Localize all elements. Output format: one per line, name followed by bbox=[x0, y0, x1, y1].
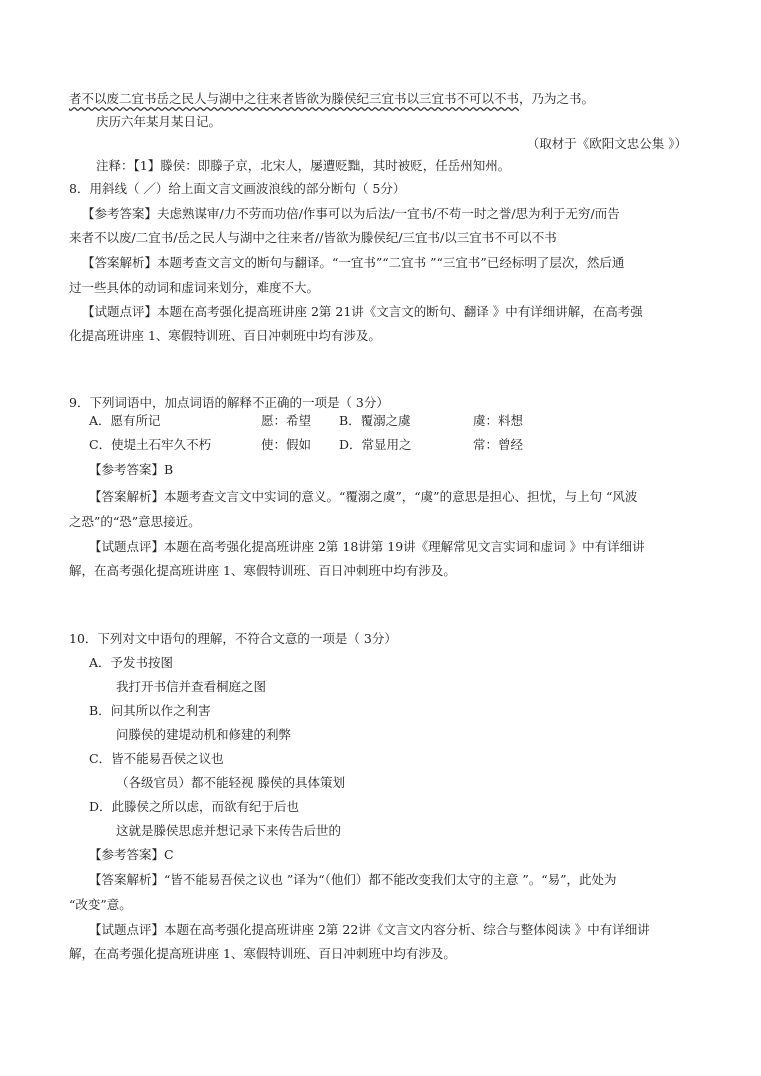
q10-option-c-explain: （各级官员）都不能轻视 滕侯的具体策划 bbox=[116, 775, 345, 790]
passage-last-line bbox=[69, 90, 594, 108]
q9-comment-line1: 【试题点评】本题在高考强化提高班讲座 2第 18讲第 19讲《理解常见文言实词和虚词 》中有详细讲 bbox=[89, 539, 645, 554]
passage-date: 庆历六年某月某日记。 bbox=[96, 114, 222, 129]
q10-option-b-explain: 问滕侯的建堤动机和修建的利弊 bbox=[116, 727, 292, 742]
q9-analysis-line1: 【答案解析】本题考查文言文中实词的意义。“覆溺之虞”，“虞”的意思是担心、担忧，与上句 “风波 bbox=[89, 489, 638, 504]
q8-comment-line2: 化提高班讲座 1、寒假特训班、百日冲刺班中均有涉及。 bbox=[69, 328, 381, 343]
q9-answer: 【参考答案】B bbox=[89, 462, 174, 477]
q10-option-a: A．予发书按图 bbox=[89, 655, 174, 670]
q10-analysis-line2: “改变”意。 bbox=[69, 897, 132, 912]
footnote: 注释：【1】滕侯：即滕子京，北宋人，屡遭贬黜，其时被贬，任岳州知州。 bbox=[96, 158, 511, 173]
wavy-underlined-text: 者不以废二宜书岳之民人与湖中之往来者皆欲为滕侯纪三宜书以三宜书不可以不书 bbox=[69, 91, 520, 106]
q8-stem: 8．用斜线（ ／）给上面文言文画波浪线的部分断句（ 5分） bbox=[69, 181, 406, 196]
q10-comment-line2: 解，在高考强化提高班讲座 1、寒假特训班、百日冲刺班中均有涉及。 bbox=[69, 946, 456, 961]
passage-line-end: ，乃为之书。 bbox=[519, 91, 595, 106]
q9-option-d: D．常显用之 bbox=[339, 437, 412, 452]
q9-comment-line2: 解，在高考强化提高班讲座 1、寒假特训班、百日冲刺班中均有涉及。 bbox=[69, 563, 456, 578]
q10-option-a-explain: 我打开书信并查看桐庭之图 bbox=[116, 679, 267, 694]
q9-option-row-1 bbox=[89, 412, 523, 430]
q8-answer-line2: 来者不以废/二宜书/岳之民人与湖中之往来者//皆欲为滕侯纪/三宜书/以三宜书不可以不书 bbox=[69, 230, 557, 245]
q9-analysis-line2: 之恐”的“恐”意思接近。 bbox=[69, 514, 201, 529]
q8-analysis-line2: 过一些具体的动词和虚词来划分，难度不大。 bbox=[69, 280, 320, 295]
q9-option-b: B．覆溺之虞 bbox=[339, 413, 411, 428]
q10-answer: 【参考答案】C bbox=[89, 847, 174, 862]
q10-option-d: D．此滕侯之所以虑，而欲有纪于后也 bbox=[89, 799, 300, 814]
q8-comment-line1: 【试题点评】本题在高考强化提高班讲座 2第 21讲《文言文的断句、翻译 》中有详细讲解，在高考强 bbox=[82, 304, 643, 319]
q9-option-c-gloss: 使：假如 bbox=[261, 437, 312, 452]
q9-option-c: C．使堤土石牢久不朽 bbox=[89, 437, 212, 452]
q9-option-a-gloss: 愿：希望 bbox=[261, 413, 312, 428]
q10-stem: 10．下列对文中语句的理解，不符合文意的一项是（ 3分） bbox=[69, 631, 397, 646]
q9-option-d-gloss: 常：曾经 bbox=[473, 437, 524, 452]
q10-comment-line1: 【试题点评】本题在高考强化提高班讲座 2第 22讲《文言文内容分析、综合与整体阅读 》中有详细讲 bbox=[89, 922, 650, 937]
q8-analysis-line1: 【答案解析】本题考查文言文的断句与翻译。“一宜书”“二宜书 ”“三宜书”已经标明了层次，然后通 bbox=[82, 255, 625, 270]
q9-option-a: A．愿有所记 bbox=[89, 413, 161, 428]
source-citation: （取材于《欧阳文忠公集 》） bbox=[526, 136, 687, 151]
q10-option-c: C．皆不能易吾侯之议也 bbox=[89, 751, 224, 766]
q9-option-row-2 bbox=[89, 436, 523, 454]
q9-option-b-gloss: 虞：料想 bbox=[473, 413, 524, 428]
q8-answer-line1: 【参考答案】夫虑熟谋审/力不劳而功倍/作事可以为后法/一宜书/不苟一时之誉/思为利于无穷/而告 bbox=[82, 206, 620, 221]
q10-option-b: B．问其所以作之利害 bbox=[89, 703, 211, 718]
q9-stem: 9．下列词语中，加点词语的解释不正确的一项是（ 3分） bbox=[69, 395, 389, 410]
q10-analysis-line1: 【答案解析】“皆不能易吾侯之议也 ”译为“（他们）都不能改变我们太守的主意 ”。“易”，此处为 bbox=[89, 872, 617, 887]
q10-option-d-explain: 这就是滕侯思虑并想记录下来传告后世的 bbox=[116, 823, 342, 838]
